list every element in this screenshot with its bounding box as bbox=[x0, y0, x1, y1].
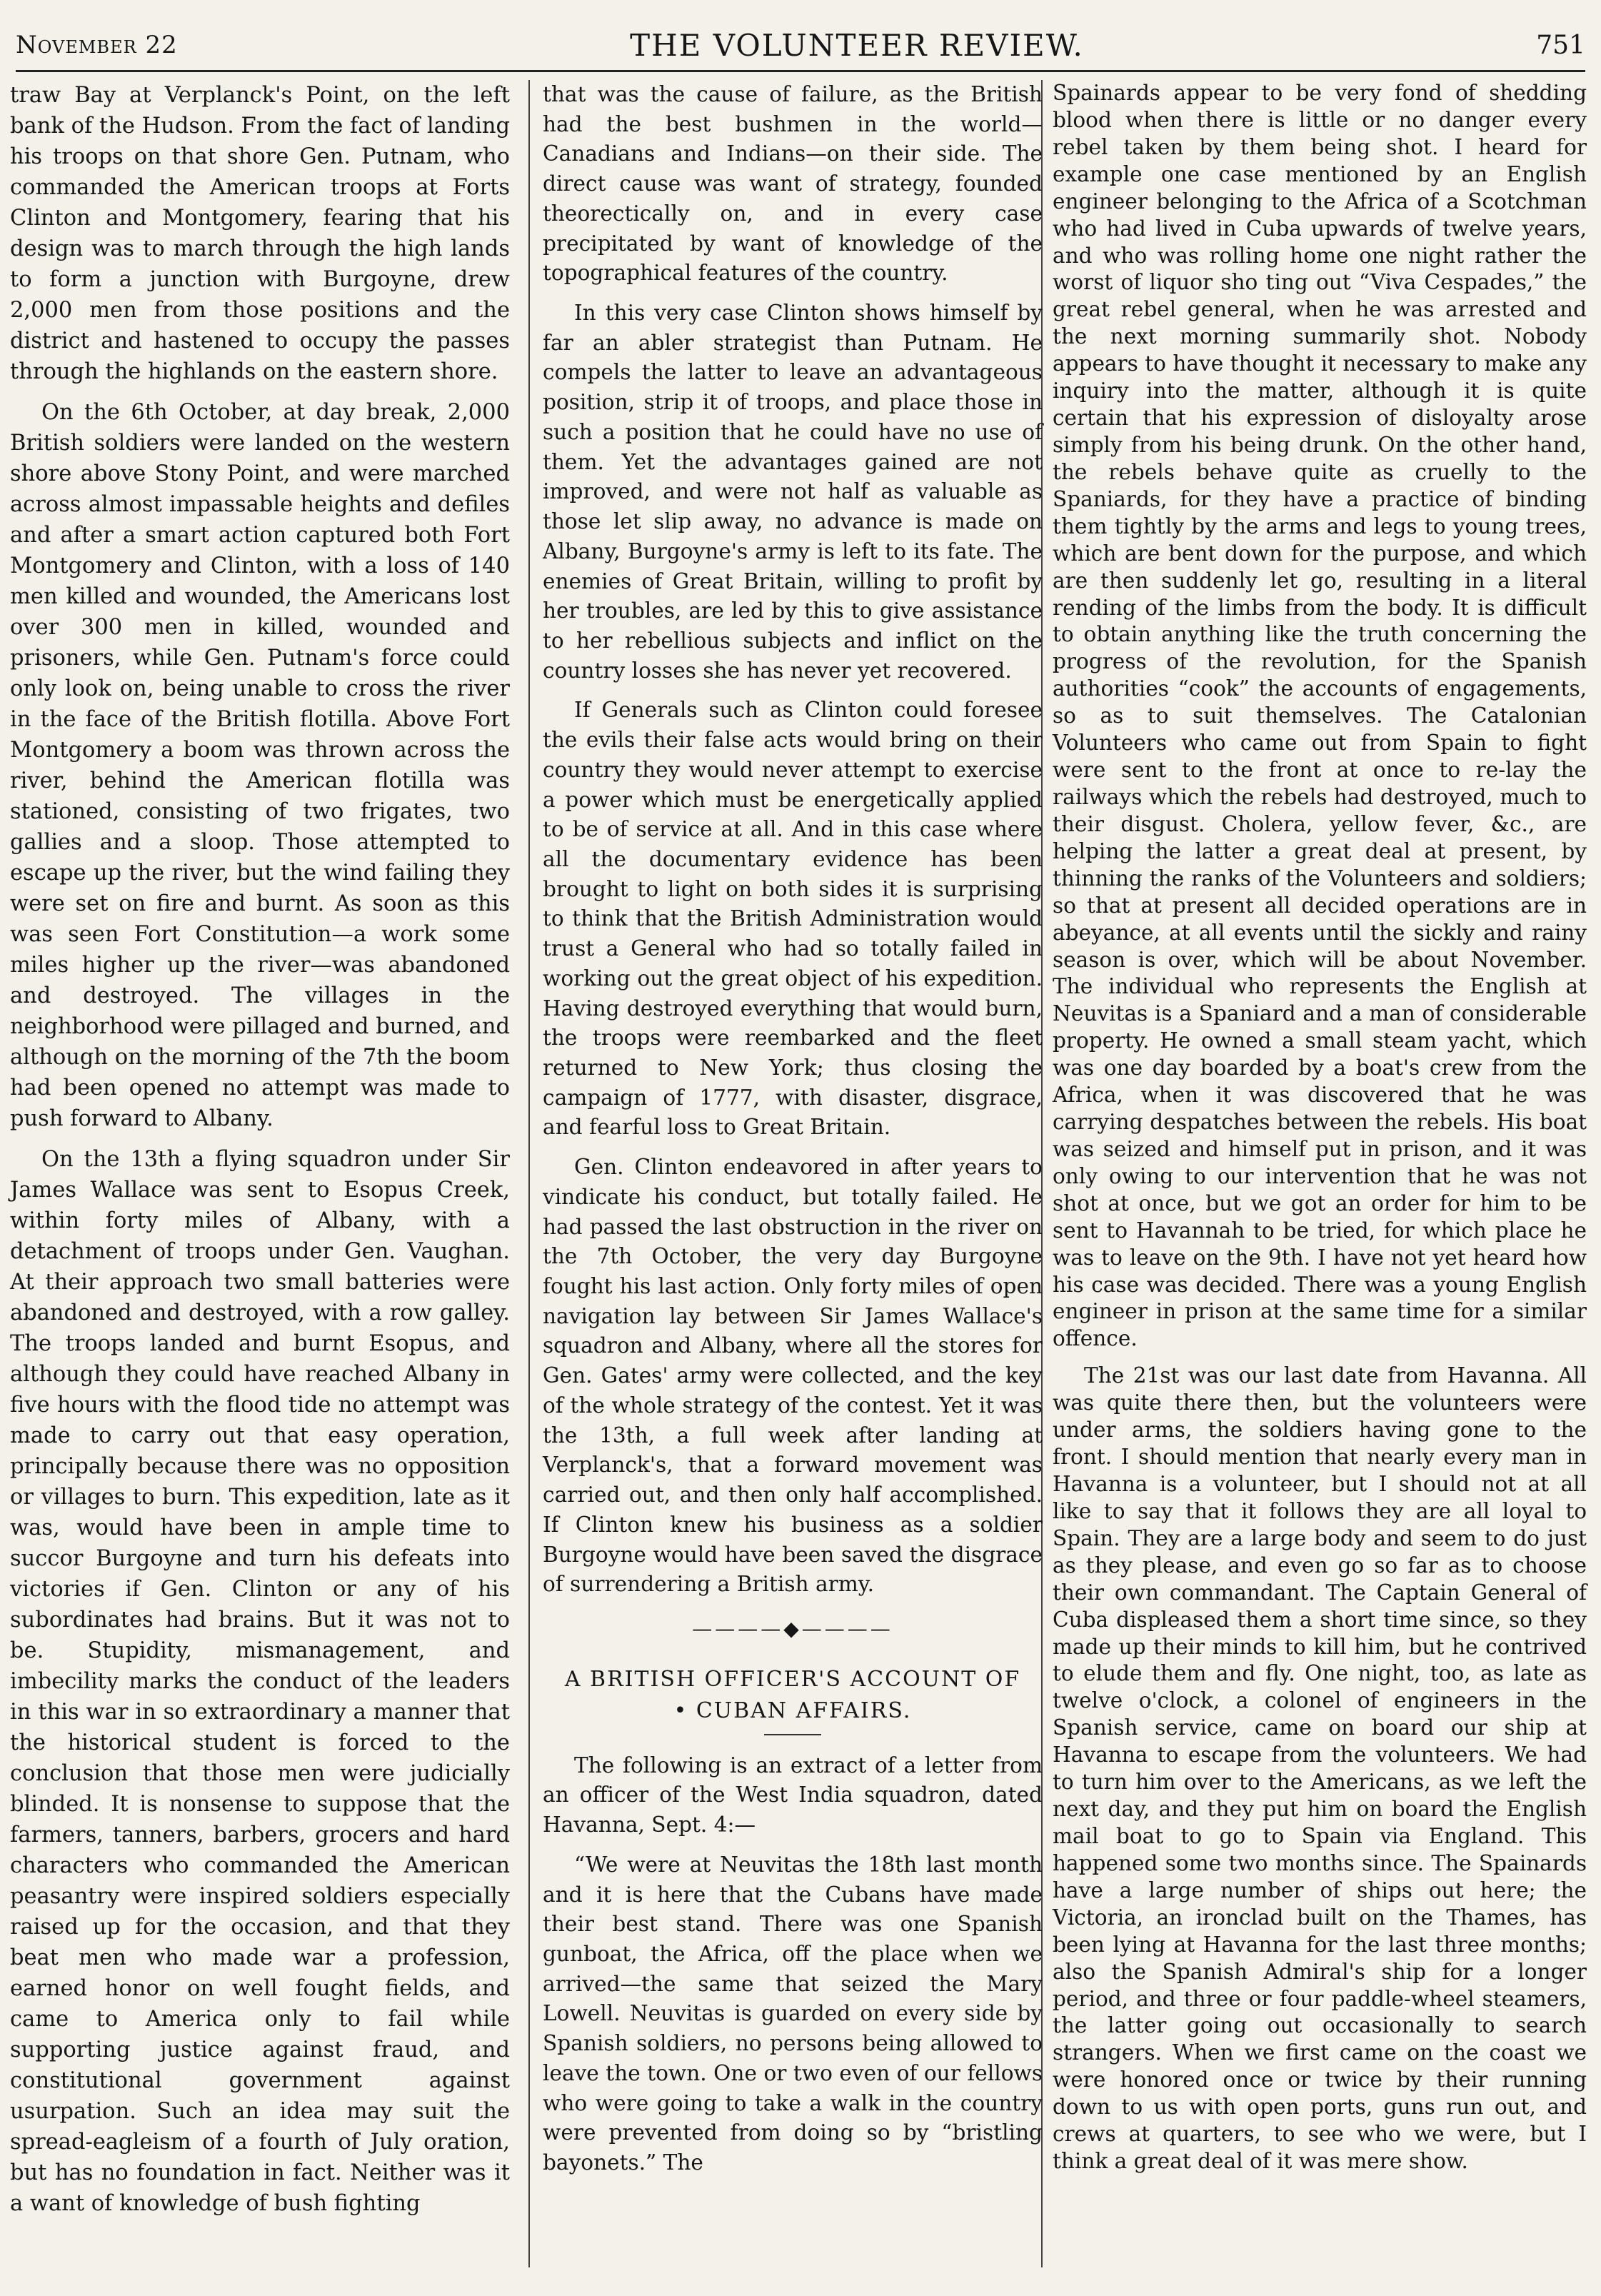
column-2 bbox=[543, 80, 1043, 2188]
column-3 bbox=[1053, 80, 1587, 2185]
column-1 bbox=[10, 80, 510, 2229]
title-rule bbox=[764, 1734, 821, 1735]
col2-paragraph-4: Gen. Clinton endeavored in after years to vindicate his conduct, but totally failed. He had passed the last obstruction in the river on the 7th October, the very day Burgoyne fought his last action. Only forty miles of open navigation lay between Sir James Wallace's squadron and Albany, where all the stores for Gen. Gates' army were collected, and the key of the whole strategy of the contest. Yet it was the 13th, a full week after landing at Verplanck's, that a forward movement was carried out, and then only half accomplished. If Clinton knew his business as a soldier Burgoyne would have been saved the disgrace of surrendering a British army. bbox=[543, 1155, 1043, 1597]
col2-paragraph-3: If Generals such as Clinton could foresee the evils their false acts would bring on their country they would never attempt to exercise a power which must be energetically applied to be of service at all. And in this case where all the documentary evidence has been brought to light on both sides it is surprising to think that the British Administration would trust a General who had so totally failed in working out the great object of his expedition. Having destroyed everything that would burn, the troops were reembarked and the fleet returned to New York; thus closing the campaign of 1777, with disaster, disgrace, and fearful loss to Great Britain. bbox=[543, 698, 1043, 1140]
col2-paragraph-1: that was the cause of failure, as the British had the best bushmen in the world—Canadians and Indians—on their side. The direct cause was want of strategy, founded theorectically on, and in every case precipitated by want of knowledge of the topographical features of the country. bbox=[543, 82, 1043, 286]
col1-paragraph-2: On the 6th October, at day break, 2,000 British soldiers were landed on the western shore above Stony Point, and were marched across almost impassable heights and defiles and after a smart action captured both Fort Montgomery and Clinton, with a loss of 140 men killed and wounded, the Americans lost over 300 men in killed, wounded and prisoners, while Gen. Putnam's force could only look on, being unable to cross the river in the face of the British flotilla. Above Fort Montgomery a boom was thrown across the river, behind the American flotilla was stationed, consisting of two frigates, two gallies and a sloop. Those attempted to escape up the river, but the wind failing they were set on fire and burnt. As soon as this was seen Fort Constitution—a work some miles higher up the river—was abandoned and destroyed. The villages in the neighborhood were pillaged and burned, and although on the morning of the 7th the boom had been opened no attempt was made to push forward to Albany. bbox=[10, 400, 510, 1131]
article-divider: ————◆———— bbox=[692, 1616, 893, 1640]
col1-paragraph-3: On the 13th a flying squadron under Sir James Wallace was sent to Esopus Creek, within forty miles of Albany, with a detachment of troops under Gen. Vaughan. At their approach two small batteries were abandoned and destroyed, with a row galley. The troops landed and burnt Esopus, and although they could have reached Albany in five hours with the flood tide no attempt was made to carry out that easy operation, principally because there was no opposition or villages to burn. This expedition, late as it was, would have been in ample time to succor Burgoyne and turn his defeats into victories if Gen. Clinton or any of his subordinates had brains. But it was not to be. Stupidity, mismanagement, and imbecility marks the conduct of the leaders in this war in so extraordinary a manner that the historical student is forced to the conclusion that those men were judicially blinded. It is nonsense to suppose that the farmers, tanners, barbers, grocers and hard characters who commanded the American peasantry were inspired soldiers especially raised up for the occasion, and that they beat men who made war a profession, earned honor on well fought fields, and came to America only to fail while supporting justice against fraud, and constitutional government against usurpation. Such an idea may suit the spread-eagleism of a fourth of July oration, but has no foundation in fact. Neither was it a want of knowledge of bush fighting bbox=[10, 1147, 510, 2216]
col2-paragraph-5: The following is an extract of a letter from an officer of the West India squadron, dated Havanna, Sept. 4:— bbox=[543, 1753, 1043, 1838]
column-rule-left bbox=[528, 80, 530, 2267]
header-page-number: 751 bbox=[1536, 30, 1585, 60]
col2-paragraph-2: In this very case Clinton shows himself by far an abler strategist than Putnam. He compels the latter to leave an advantageous position, strip it of troops, and place those in such a position that he could have no use of them. Yet the advantages gained are not improved, and were not half as valuable as those let slip away, no advance is made on Albany, Burgoyne's army is left to its fate. The enemies of Great Britain, willing to profit by her troubles, are led by this to give assistance to her rebellious subjects and inflict on the country losses she has never yet recovered. bbox=[543, 301, 1043, 683]
col3-paragraph-2: The 21st was our last date from Havanna. All was quite there then, but the volunteers were under arms, the soldiers having gone to the front. I should mention that nearly every man in Havanna is a volunteer, but I should not at all like to say that it follows they are all loyal to Spain. They are a large body and seem to do just as they please, and even go so far as to choose their own commandant. The Captain General of Cuba displeased them a short time since, so they made up their minds to kill him, but he contrived to elude them and fly. One night, too, as late as twelve o'clock, a colonel of engineers in the Spanish service, came on board our ship at Havanna to escape from the volunteers. We had to turn him over to the Americans, as we left the next day, and they put him on board the English mail boat to go to Spain via England. This happened some two months since. The Spainards have a large number of ships out here; the Victoria, an ironclad built on the Thames, has been lying at Havanna for the last three months; also the Spanish Admiral's ship for a longer period, and three or four paddle-wheel steamers, the latter going out occasionally to search strangers. When we first came on the coast we were honored once or twice by their running down to us with open ports, guns run out, and crews at quarters, to see who we were, but I think a great deal of it was mere show. bbox=[1053, 1363, 1587, 2174]
col1-paragraph-1: traw Bay at Verplanck's Point, on the left bank of the Hudson. From the fact of landing his troops on that shore Gen. Putnam, who commanded the American troops at Forts Clinton and Montgomery, fearing that his design was to march through the high lands to form a junction with Burgoyne, drew 2,000 men from those positions and the district and hastened to occupy the passes through the highlands on the eastern shore. bbox=[10, 83, 510, 384]
page-header bbox=[16, 20, 1585, 72]
header-title: THE VOLUNTEER REVIEW. bbox=[630, 27, 1084, 63]
col3-paragraph-1: Spainards appear to be very fond of shedding blood when there is little or no danger every rebel taken by them being shot. I heard for example one case mentioned by an English engineer belonging to the Africa of a Scotchman who had lived in Cuba upwards of twelve years, and who was rolling home one night rather the worst of liquor sho ting out “Viva Cespades,” the great rebel general, when he was arrested and the next morning summarily shot. Nobody appears to have thought it necessary to make any inquiry into the matter, although it is quite certain that his expression of disloyalty arose simply from his being drunk. On the other hand, the rebels behave quite as cruelly to the Spaniards, for they have a practice of binding them tightly by the arms and legs to young trees, which are bent down for the purpose, and which are then suddenly let go, resulting in a literal rending of the limbs from the body. It is difficult to obtain anything like the truth concerning the progress of the revolution, for the Spanish authorities “cook” the accounts of engagements, so as to suit themselves. The Catalonian Volunteers who came out from Spain to fight were sent to the front at once to re-lay the railways which the rebels had destroyed, much to their disgust. Cholera, yellow fever, &c., are helping the latter a great deal at present, by thinning the ranks of the Volunteers and soldiers; so that at present all decided operations are in abeyance, at all events until the sickly and rainy season is over, which will be about November. The individual who represents the English at Neuvitas is a Spaniard and a man of considerable property. He owned a small steam yacht, which was one day boarded by a boat's crew from the Africa, when it was discovered that he was carrying despatches between the rebels. His boat was seized and himself put in prison, and it was only owing to our intervention that he was not shot at once, but we got an order for him to be sent to Havannah to be tried, for which place he was to leave on the 9th. I have not yet heard how his case was decided. There was a young English engineer in prison at the same time for a similar offence. bbox=[1053, 81, 1587, 1351]
col2-paragraph-6: “We were at Neuvitas the 18th last month and it is here that the Cubans have made their best stand. There was one Spanish gunboat, the Africa, off the place when we arrived—the same that seized the Mary Lowell. Neuvitas is guarded on every side by Spanish soldiers, no persons being allowed to leave the town. One or two even of our fellows who were going to take a walk in the country were prevented from doing so by “bristling bayonets.” The bbox=[543, 1852, 1043, 2175]
header-date: November 22 bbox=[16, 31, 178, 59]
article-title: A BRITISH OFFICER'S ACCOUNT OF • CUBAN AFFAIRS. bbox=[564, 1666, 1021, 1723]
